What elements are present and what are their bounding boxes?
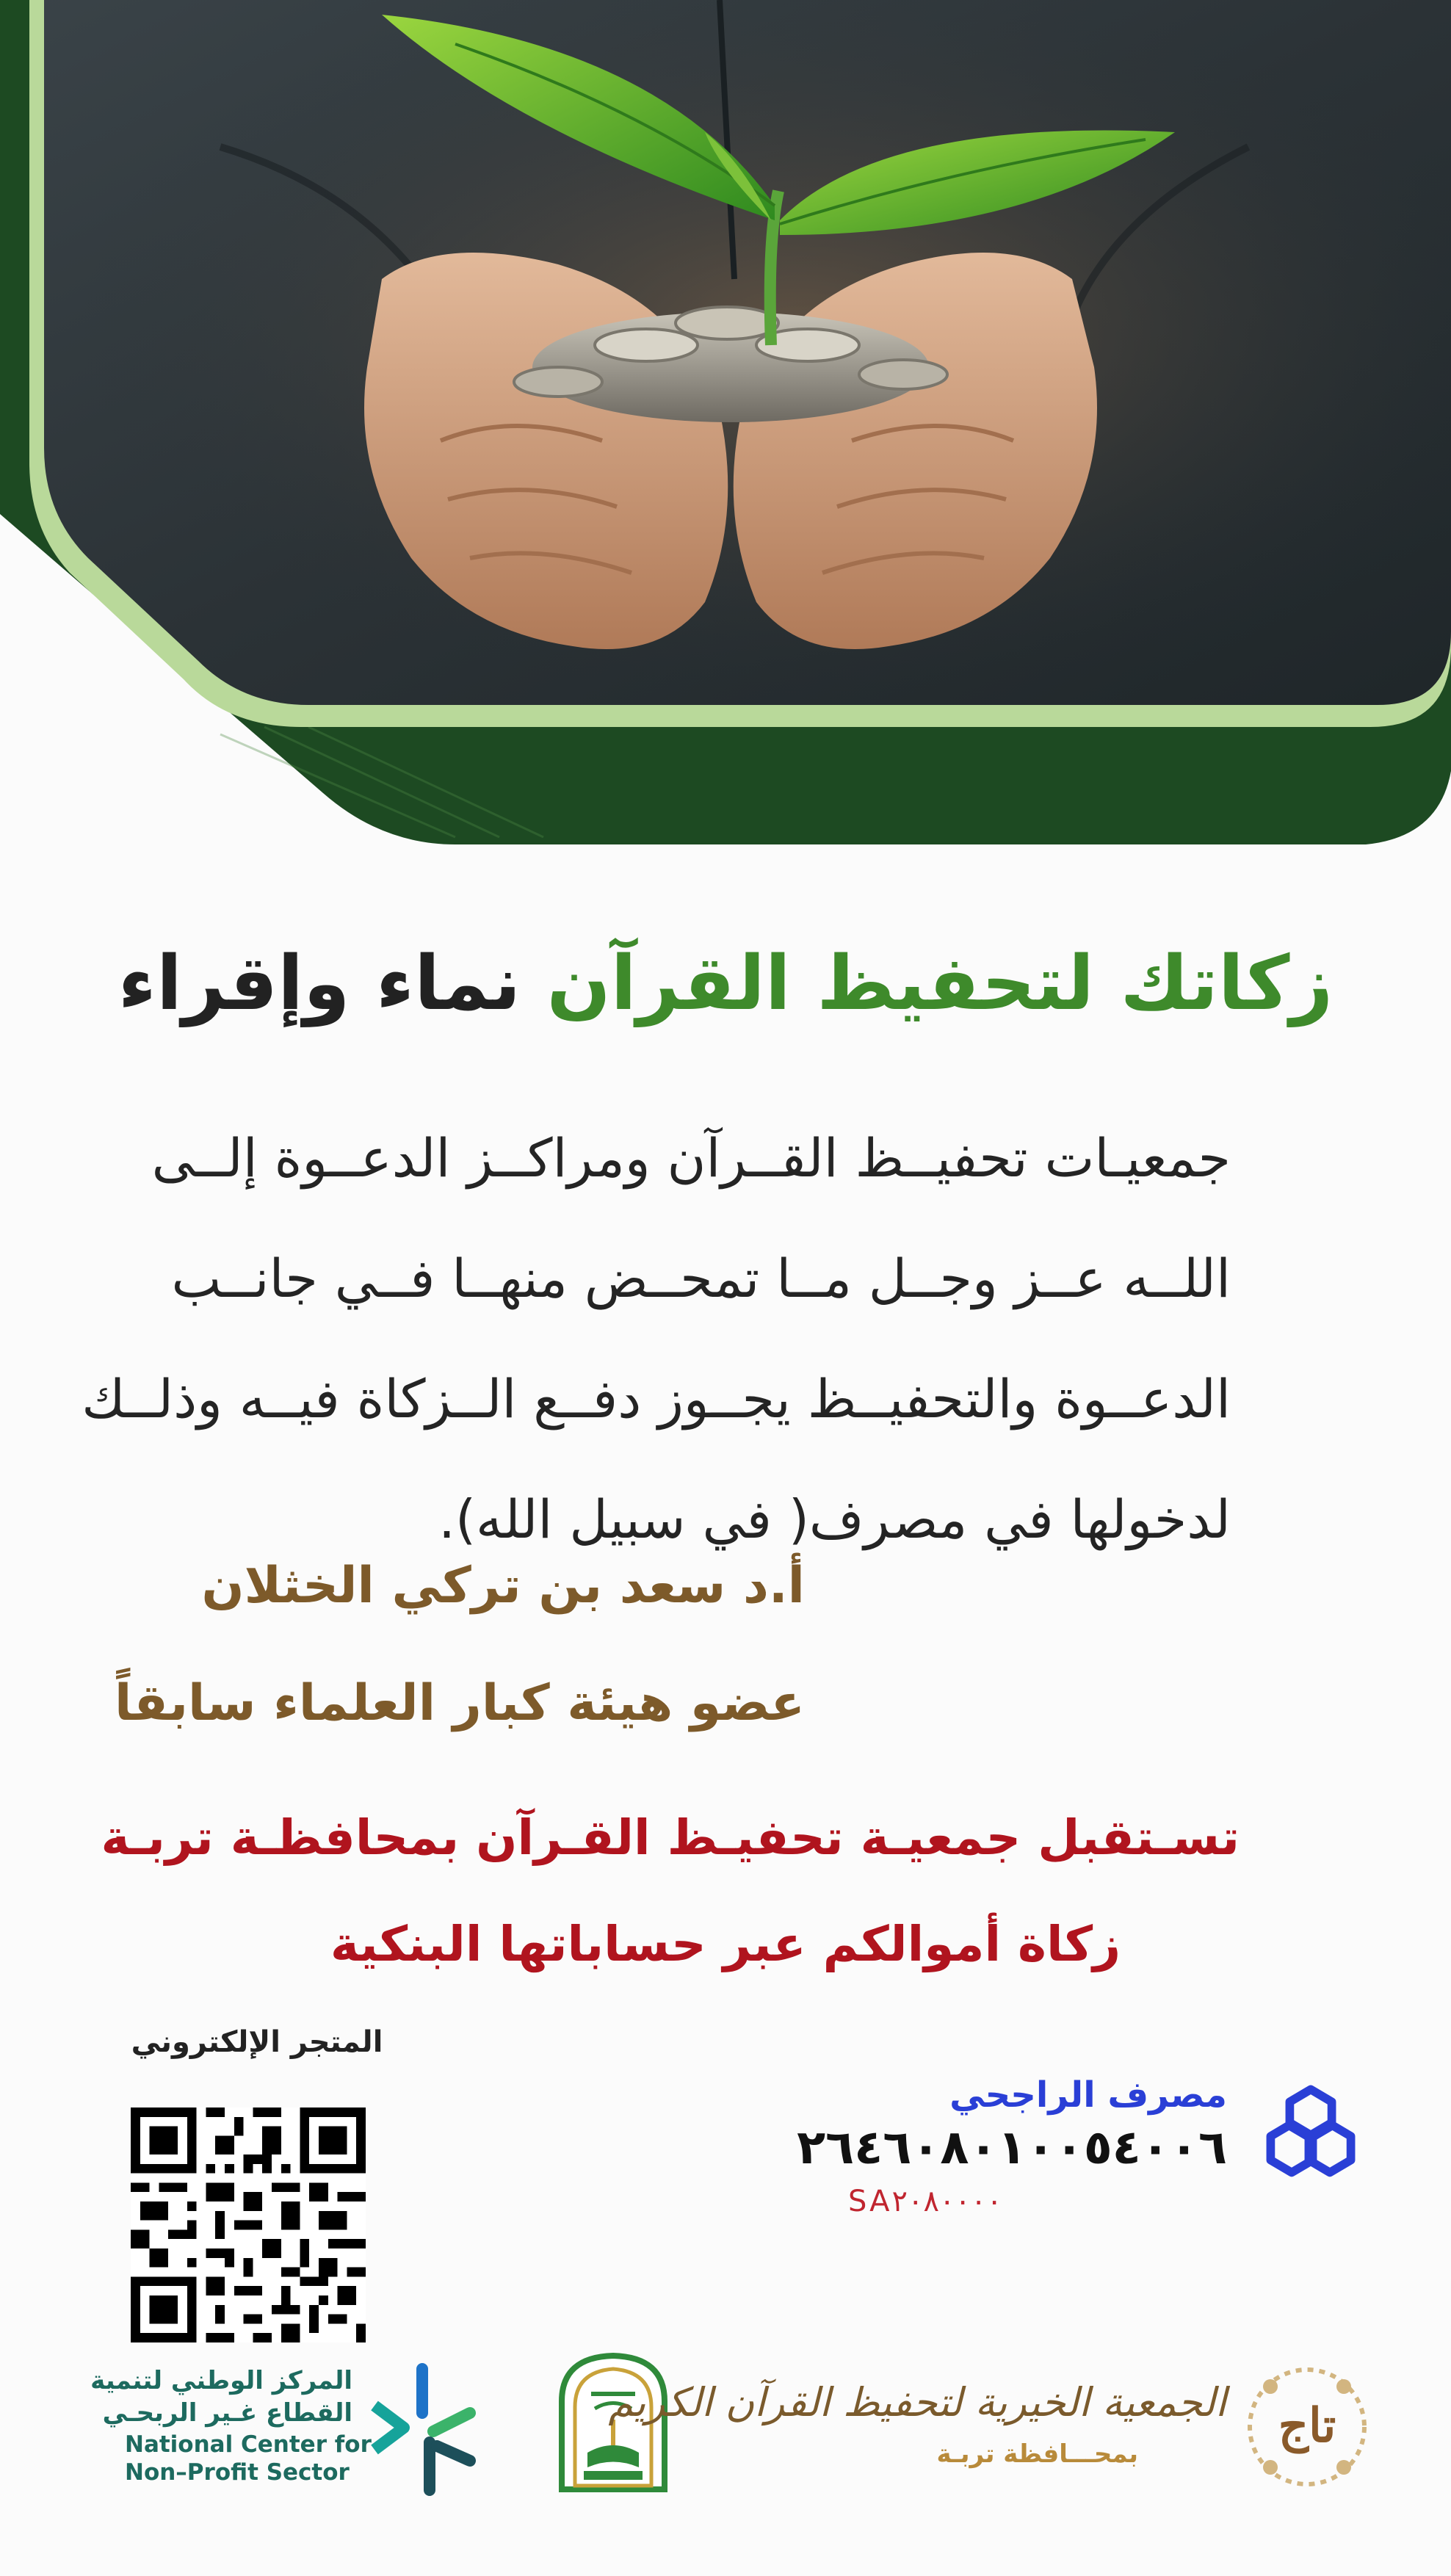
- bank-iban: SA٢٠٨٠٠٠٠: [848, 2185, 1002, 2218]
- title-green-part: زكاتك لتحفيظ القرآن: [546, 940, 1334, 1027]
- scholar-role: عضو هيئة كبار العلماء سابقاً: [115, 1674, 805, 1732]
- ncnp-en-line: National Center for: [125, 2431, 372, 2458]
- fatwa-text: [82, 1098, 1231, 1580]
- bank-name: مصرف الراجحي: [949, 2074, 1227, 2116]
- ncnp-en-line: Non–Profit Sector: [125, 2459, 350, 2486]
- ncnp-ar-line: القطاع غـير الربحـي: [102, 2398, 352, 2428]
- online-store-label: المتجر الإلكتروني: [131, 2025, 383, 2059]
- taj-logo-text: تاج: [1278, 2398, 1336, 2453]
- cta-line-1: تسـتقبل جمعيـة تحفيـظ القـرآن بمحافظـة تربـة: [101, 1809, 1240, 1866]
- ncnp-mark-icon: [360, 2354, 477, 2501]
- ncnp-english-name: [125, 2431, 372, 2486]
- quran-society-logo: [608, 2357, 1373, 2497]
- scholar-name: أ.د سعد بن تركي الخثلان: [201, 1557, 805, 1615]
- taj-logo-icon: [1241, 2357, 1373, 2497]
- cta-line-2: زكاة أموالكم عبر حساباتها البنكية: [330, 1916, 1121, 1972]
- fatwa-line: لدخولها في مصرف( في سبيل الله).: [438, 1488, 1231, 1550]
- title-dark-part: نماء وإقراء: [117, 940, 521, 1027]
- fatwa-line: الدعــوة والتحفيــظ يجــوز دفــع الــزكاة فيــه وذلــك: [82, 1368, 1231, 1430]
- ncnp-logo: [90, 2350, 492, 2497]
- fatwa-line: جمعيـات تحفيــظ القــرآن ومراكــز الدعــوة إلــى: [151, 1127, 1231, 1189]
- hero-image: [0, 0, 1451, 852]
- society-location: بمحـــافظة تربـة: [936, 2439, 1138, 2469]
- bank-account-number: ٢٦٤٦٠٨٠١٠٠٥٤٠٠٦: [797, 2121, 1227, 2175]
- society-name: الجمعية الخيرية لتحفيظ القرآن الكريم: [608, 2379, 1226, 2425]
- ncnp-ar-line: المركز الوطني لتنمية: [90, 2366, 352, 2395]
- alrajhi-logo-icon: [1263, 2082, 1358, 2177]
- online-store-qr-code[interactable]: [131, 2108, 366, 2342]
- scholar-signature: [115, 1527, 805, 1762]
- hands-with-plant-photo: [0, 0, 1451, 734]
- fatwa-line: اللــه عــز وجــل مــا تمحــض منهــا فــي جانــب: [171, 1248, 1231, 1309]
- ncnp-arabic-name: [90, 2365, 352, 2429]
- page-title: [0, 933, 1451, 1035]
- donation-call-to-action: [0, 1784, 1451, 1997]
